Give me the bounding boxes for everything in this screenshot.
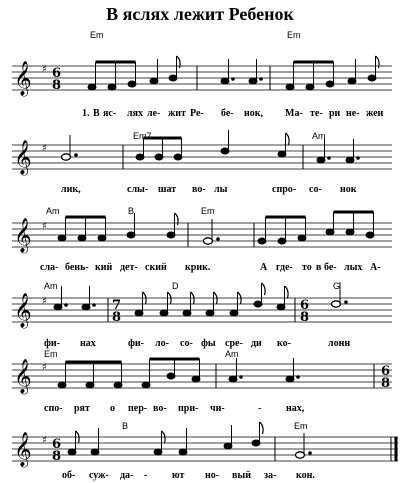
- lyrics-line: [62, 470, 315, 481]
- note: [249, 78, 257, 84]
- lyric-syllable: фи-: [44, 338, 61, 349]
- key-signature-sharp: ♯: [42, 296, 47, 307]
- lyric-syllable: фи-: [128, 338, 145, 349]
- end-time-signature: [381, 364, 390, 391]
- half-note: [332, 301, 341, 307]
- note: [127, 232, 135, 238]
- staff-system-4: [12, 281, 392, 349]
- time-signature-top: 6: [52, 437, 62, 452]
- lyric-syllable: слы-: [127, 184, 149, 195]
- time-signature-top: 6: [300, 298, 310, 313]
- lyric-syllable: ло-: [155, 338, 169, 349]
- note: [346, 157, 354, 163]
- treble-clef-icon: 𝄞: [14, 218, 32, 253]
- time-signature-change-2: [300, 298, 309, 325]
- note: [174, 154, 182, 160]
- note: [221, 148, 229, 154]
- note: [150, 78, 158, 84]
- key-signature-sharp: ♯: [42, 362, 47, 373]
- chord-symbol: Em: [201, 206, 215, 216]
- lyric-syllable: спо-: [44, 403, 63, 414]
- key-signature-sharp: ♯: [42, 221, 47, 232]
- lyric-syllable: В: [93, 108, 100, 119]
- staff-system-1: [12, 30, 392, 119]
- notes: [88, 56, 379, 90]
- treble-clef-icon: 𝄞: [14, 140, 32, 175]
- notes: [58, 212, 374, 244]
- lyrics-line: [61, 184, 357, 195]
- lyrics-line: [44, 403, 305, 414]
- chord-symbol: Am: [225, 349, 239, 359]
- treble-clef-icon: 𝄞: [14, 432, 32, 467]
- time-signature-top: 6: [381, 364, 391, 379]
- note: [326, 81, 334, 87]
- note: [286, 84, 294, 90]
- note: [154, 449, 162, 455]
- note: [167, 232, 175, 238]
- time-signature: [52, 437, 61, 464]
- lyric-syllable: лях: [127, 108, 144, 119]
- chord-symbol: Em: [287, 30, 301, 40]
- lyrics-line: [82, 108, 384, 119]
- lyric-syllable: ют: [172, 470, 185, 481]
- chord-symbol: Em: [294, 421, 308, 431]
- note: [278, 151, 286, 157]
- lyric-syllable: -: [258, 403, 262, 414]
- lyric-syllable: А-: [370, 262, 381, 273]
- staff-system-6: [12, 421, 398, 481]
- lyric-syllable: ри: [329, 108, 341, 119]
- lyric-syllable: спро-: [272, 184, 297, 195]
- lyric-syllable: нах: [80, 338, 96, 349]
- time-signature-change-1: [112, 298, 121, 325]
- note: [277, 304, 285, 310]
- note: [98, 235, 106, 241]
- lyric-syllable: не-: [346, 108, 360, 119]
- lyric-syllable: те-: [310, 108, 323, 119]
- time-signature: [52, 66, 61, 93]
- time-signature-bottom: 8: [52, 449, 62, 464]
- chord-symbol: Am: [46, 206, 60, 216]
- note: [206, 310, 214, 316]
- note: [135, 310, 143, 316]
- half-note: [296, 452, 305, 458]
- lyric-syllable: бе-: [221, 108, 234, 119]
- lyric-syllable: лонн: [328, 338, 351, 349]
- note: [278, 238, 286, 244]
- note: [346, 229, 354, 235]
- lyric-syllable: лик,: [61, 184, 81, 195]
- note: [128, 81, 136, 87]
- lyric-syllable: кон.: [296, 470, 315, 481]
- staff-system-2: [12, 130, 392, 195]
- lyric-syllable: да-: [120, 470, 134, 481]
- time-signature-bottom: 8: [300, 310, 310, 325]
- half-note: [204, 238, 213, 244]
- note: [221, 78, 229, 84]
- chord-symbol: Em: [90, 30, 104, 40]
- note: [54, 304, 62, 310]
- note: [91, 449, 99, 455]
- lyric-syllable: суж-: [89, 470, 109, 481]
- lyric-syllable: жен: [366, 108, 384, 119]
- treble-clef-icon: 𝄞: [14, 359, 32, 394]
- chord-symbol: B: [128, 206, 135, 216]
- lyric-syllable: где-: [276, 262, 293, 273]
- lyric-syllable: ди: [251, 338, 262, 349]
- lyric-syllable: пер-: [128, 403, 148, 414]
- lyric-syllable: рят: [74, 403, 90, 414]
- lyric-syllable: фы: [201, 338, 216, 349]
- note: [142, 382, 150, 388]
- treble-clef-icon: 𝄞: [14, 293, 32, 328]
- note: [82, 304, 90, 310]
- lyric-syllable: лых: [344, 262, 363, 273]
- lyric-syllable: А: [260, 262, 268, 273]
- key-signature-sharp: ♯: [42, 143, 47, 154]
- note: [368, 75, 376, 81]
- lyric-syllable: со-: [309, 184, 322, 195]
- lyrics-line: [40, 262, 381, 273]
- lyric-syllable: о: [110, 403, 115, 414]
- note: [179, 449, 187, 455]
- lyric-syllable: сла-: [40, 262, 59, 273]
- note: [58, 382, 66, 388]
- time-signature-bottom: 8: [112, 310, 122, 325]
- note: [252, 440, 260, 446]
- lyric-syllable: сре-: [225, 338, 243, 349]
- lyric-syllable: но-: [205, 470, 220, 481]
- lyric-syllable: шат: [158, 184, 177, 195]
- key-signature-sharp: ♯: [42, 435, 47, 446]
- note: [78, 235, 86, 241]
- note: [298, 235, 306, 241]
- note: [229, 376, 237, 382]
- note: [326, 229, 334, 235]
- key-signature-sharp: ♯: [42, 64, 47, 75]
- chord-symbol: Am: [312, 131, 326, 141]
- note: [169, 75, 177, 81]
- time-signature-bottom: 8: [52, 78, 62, 93]
- chord-symbol: D: [172, 281, 179, 291]
- lyric-syllable: Ре-: [190, 108, 204, 119]
- lyric-syllable: нок: [340, 184, 357, 195]
- lyric-syllable: бе-: [324, 262, 337, 273]
- verse-number: 1.: [82, 108, 90, 119]
- lyric-syllable: яс-: [103, 108, 117, 119]
- lyric-syllable: об-: [62, 470, 76, 481]
- note: [88, 84, 96, 90]
- staff-lines: [12, 66, 392, 90]
- note: [114, 382, 122, 388]
- note: [68, 449, 76, 455]
- chord-symbol: Am: [44, 281, 58, 291]
- time-signature-top: 7: [112, 298, 122, 313]
- note: [167, 373, 175, 379]
- lyric-syllable: дет-: [120, 262, 138, 273]
- lyric-syllable: Ма-: [285, 108, 303, 119]
- note: [86, 382, 94, 388]
- note: [286, 376, 294, 382]
- lyric-syllable: в: [316, 262, 322, 273]
- lyric-syllable: нок,: [244, 108, 264, 119]
- lyrics-line: [44, 338, 350, 349]
- lyric-syllable: кий: [95, 262, 113, 273]
- lyric-syllable: лы: [214, 184, 228, 195]
- time-signature-bottom: 8: [381, 376, 391, 391]
- chord-symbol: Em: [44, 349, 58, 359]
- staff-system-3: [12, 206, 392, 273]
- lyric-syllable: во-: [192, 184, 206, 195]
- half-note: [62, 154, 71, 160]
- time-signature-top: 6: [52, 66, 62, 81]
- note: [183, 310, 191, 316]
- note: [155, 154, 163, 160]
- note: [230, 310, 238, 316]
- staff-lines: [12, 223, 392, 247]
- note: [258, 238, 266, 244]
- lyric-syllable: за-: [264, 470, 277, 481]
- lyric-syllable: со-: [180, 338, 193, 349]
- note: [58, 235, 66, 241]
- note: [254, 301, 262, 307]
- staff-lines: [12, 364, 392, 388]
- chord-symbol: G: [333, 281, 341, 291]
- chord-symbol: Em7: [133, 131, 152, 141]
- note: [192, 376, 200, 382]
- note: [366, 232, 374, 238]
- lyric-syllable: то: [302, 262, 312, 273]
- note: [348, 78, 356, 84]
- note: [317, 157, 325, 163]
- lyric-syllable: жит: [168, 108, 186, 119]
- lyric-syllable: ский: [145, 262, 167, 273]
- note: [108, 84, 116, 90]
- lyric-syllable: крик.: [185, 262, 211, 273]
- notes: [58, 358, 299, 388]
- lyric-syllable: чи-: [210, 403, 225, 414]
- lyric-syllable: -: [144, 470, 148, 481]
- song-title: В яслях лежит Ребенок: [106, 4, 294, 24]
- treble-clef-icon: 𝄞: [14, 61, 32, 96]
- lyric-syllable: бень-: [65, 262, 89, 273]
- note: [224, 443, 232, 449]
- lyric-syllable: ле-: [147, 108, 161, 119]
- note: [160, 310, 168, 316]
- staff-system-5: [12, 349, 392, 414]
- lyric-syllable: во-: [153, 403, 167, 414]
- note: [136, 154, 144, 160]
- lyric-syllable: нах,: [286, 403, 305, 414]
- lyric-syllable: ко-: [277, 338, 291, 349]
- chord-symbol: B: [122, 421, 129, 431]
- lyric-syllable: вый: [232, 470, 251, 481]
- note: [306, 84, 314, 90]
- lyric-syllable: при-: [178, 403, 199, 414]
